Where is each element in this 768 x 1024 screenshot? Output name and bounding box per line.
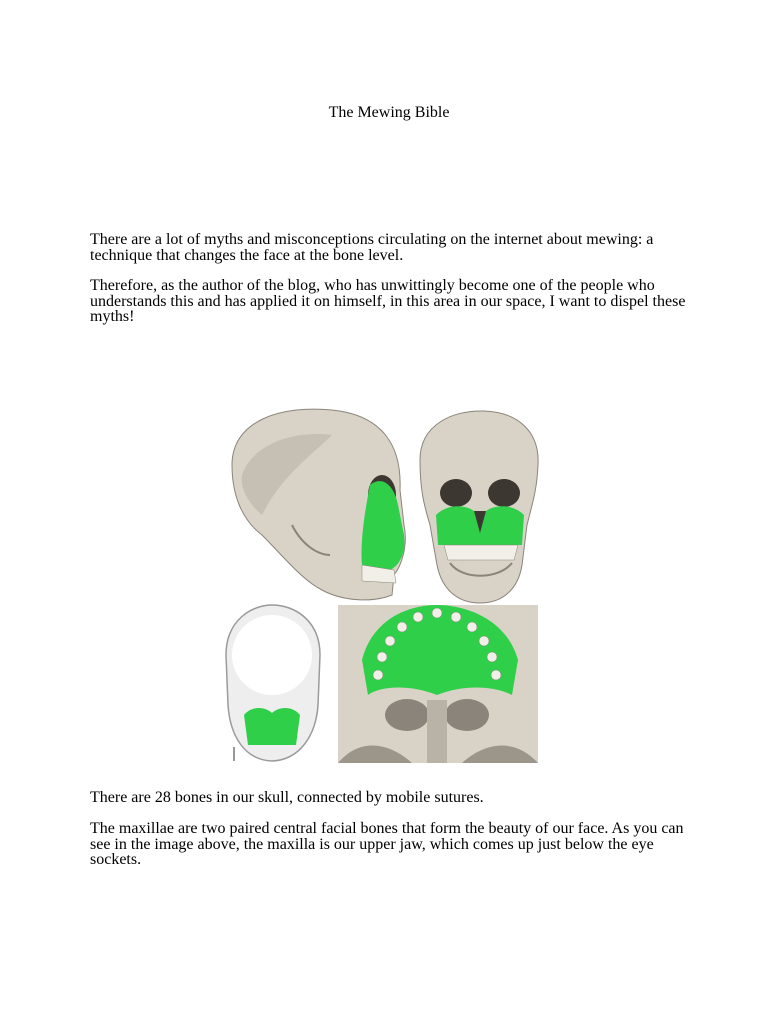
- maxillae-paragraph: The maxillae are two paired central facial bones that form the beauty of our face. As you can see in the image above, the maxilla is our upper jaw, which comes up just below the eye sockets.: [90, 820, 684, 868]
- page-title: The Mewing Bible: [328, 104, 450, 121]
- bones-paragraph: There are 28 bones in our skull, connected by mobile sutures.: [90, 789, 484, 806]
- skull-illustration: [222, 405, 540, 763]
- skull-side-view: [232, 409, 405, 600]
- intro-paragraph: There are a lot of myths and misconceptions circulating on the internet about mewing: a technique that changes the face at the bone level.: [90, 231, 654, 264]
- author-paragraph: Therefore, as the author of the blog, who has unwittingly become one of the people who understands this and has applied it on himself, in this area in our space, I want to dispel these myths!: [90, 277, 686, 325]
- skull-anatomy-figure: [222, 405, 540, 763]
- skull-pale-front-view: [226, 605, 320, 761]
- skull-front-view: [420, 411, 538, 603]
- skull-base-view: [338, 605, 538, 763]
